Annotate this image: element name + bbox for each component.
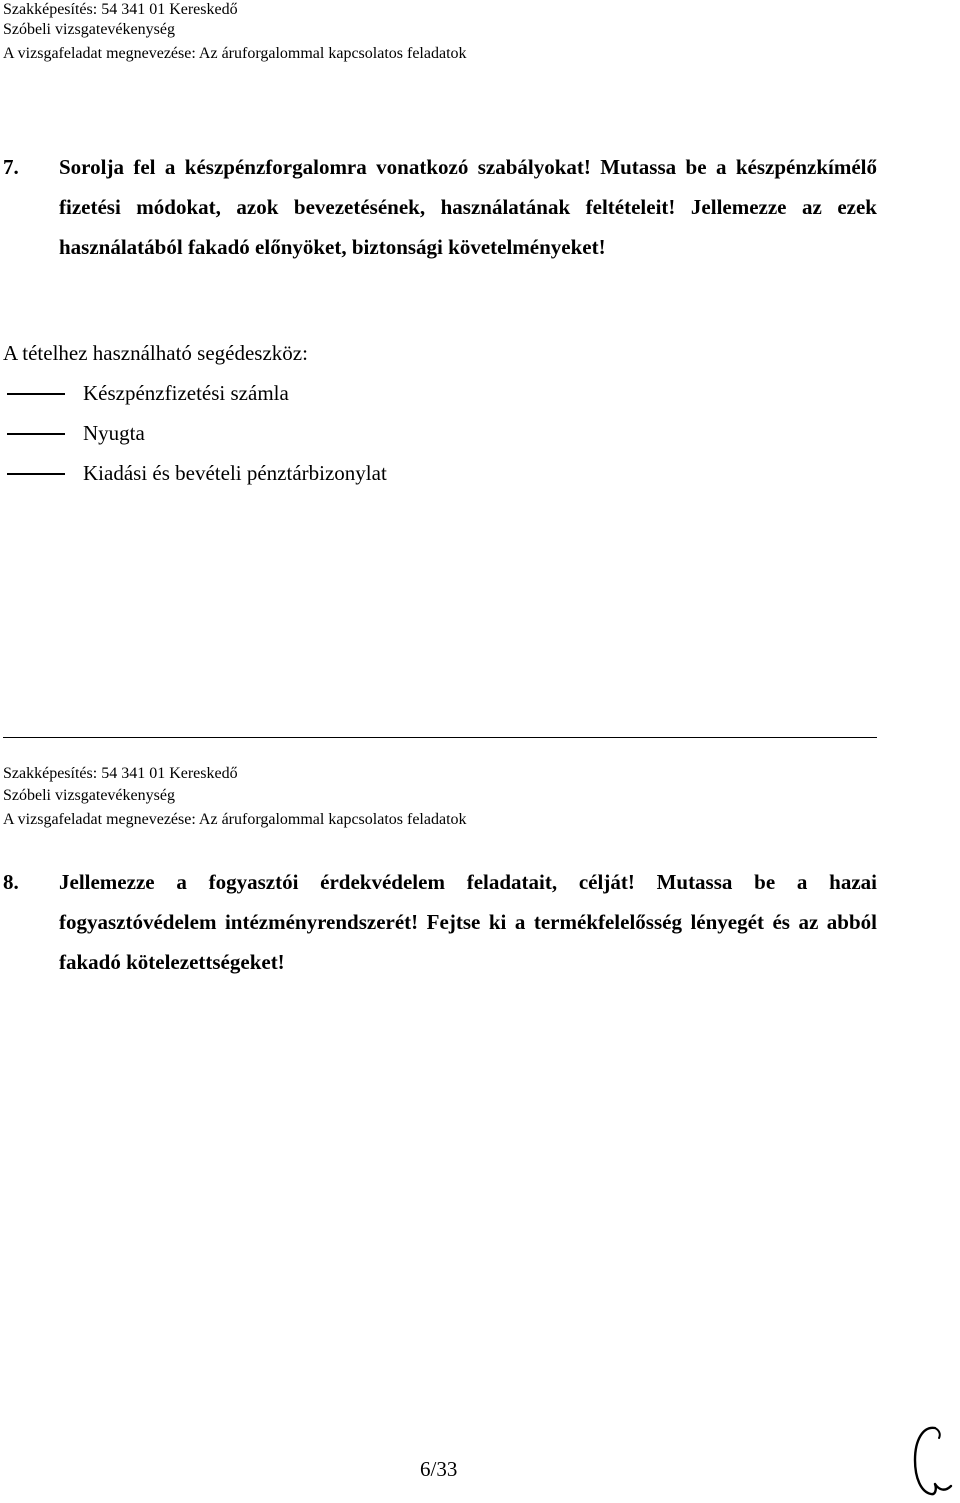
header-qualification: Szakképesítés: 54 341 01 Kereskedő bbox=[3, 1, 238, 18]
dash-bullet-icon bbox=[7, 433, 65, 435]
dash-bullet-icon bbox=[7, 393, 65, 395]
question-7-number: 7. bbox=[3, 155, 19, 179]
page-header-repeat bbox=[3, 764, 467, 830]
header-task-name: A vizsgafeladat megnevezése: Az áruforgalommal kapcsolatos feladatok bbox=[3, 45, 467, 62]
header-exam-type: Szóbeli vizsgatevékenység bbox=[3, 787, 175, 804]
section-separator bbox=[3, 737, 877, 738]
signature-icon bbox=[905, 1420, 957, 1502]
aids-label: A tételhez használható segédeszköz: bbox=[3, 341, 308, 365]
header-qualification: Szakképesítés: 54 341 01 Kereskedő bbox=[3, 765, 238, 782]
aids-item-text: Készpénzfizetési számla bbox=[83, 381, 289, 405]
aids-item-text: Kiadási és bevételi pénztárbizonylat bbox=[83, 461, 387, 485]
dash-bullet-icon bbox=[7, 473, 65, 475]
question-8-text: Jellemezze a fogyasztói érdekvédelem feladatait, célját! Mutassa be a hazai fogyasztóvédelem intézményrendszerét! Fejtse ki a termékfelelősség lényegét és az abból fakadó kötelezettségeket! bbox=[59, 870, 877, 974]
question-8-number: 8. bbox=[3, 870, 19, 894]
question-7-text: Sorolja fel a készpénzforgalomra vonatkozó szabályokat! Mutassa be a készpénzkímélő fizetési módokat, azok bevezetésének, használatának feltételeit! Jellemezze az ezek használatából fakadó előnyöket, biztonsági követelményeket! bbox=[59, 155, 877, 259]
aids-item-text: Nyugta bbox=[83, 421, 145, 445]
header-exam-type: Szóbeli vizsgatevékenység bbox=[3, 21, 175, 38]
page-header bbox=[3, 0, 467, 64]
page-number: 6/33 bbox=[420, 1457, 458, 1481]
aids-list bbox=[3, 373, 603, 493]
header-task-name: A vizsgafeladat megnevezése: Az áruforgalommal kapcsolatos feladatok bbox=[3, 811, 467, 828]
